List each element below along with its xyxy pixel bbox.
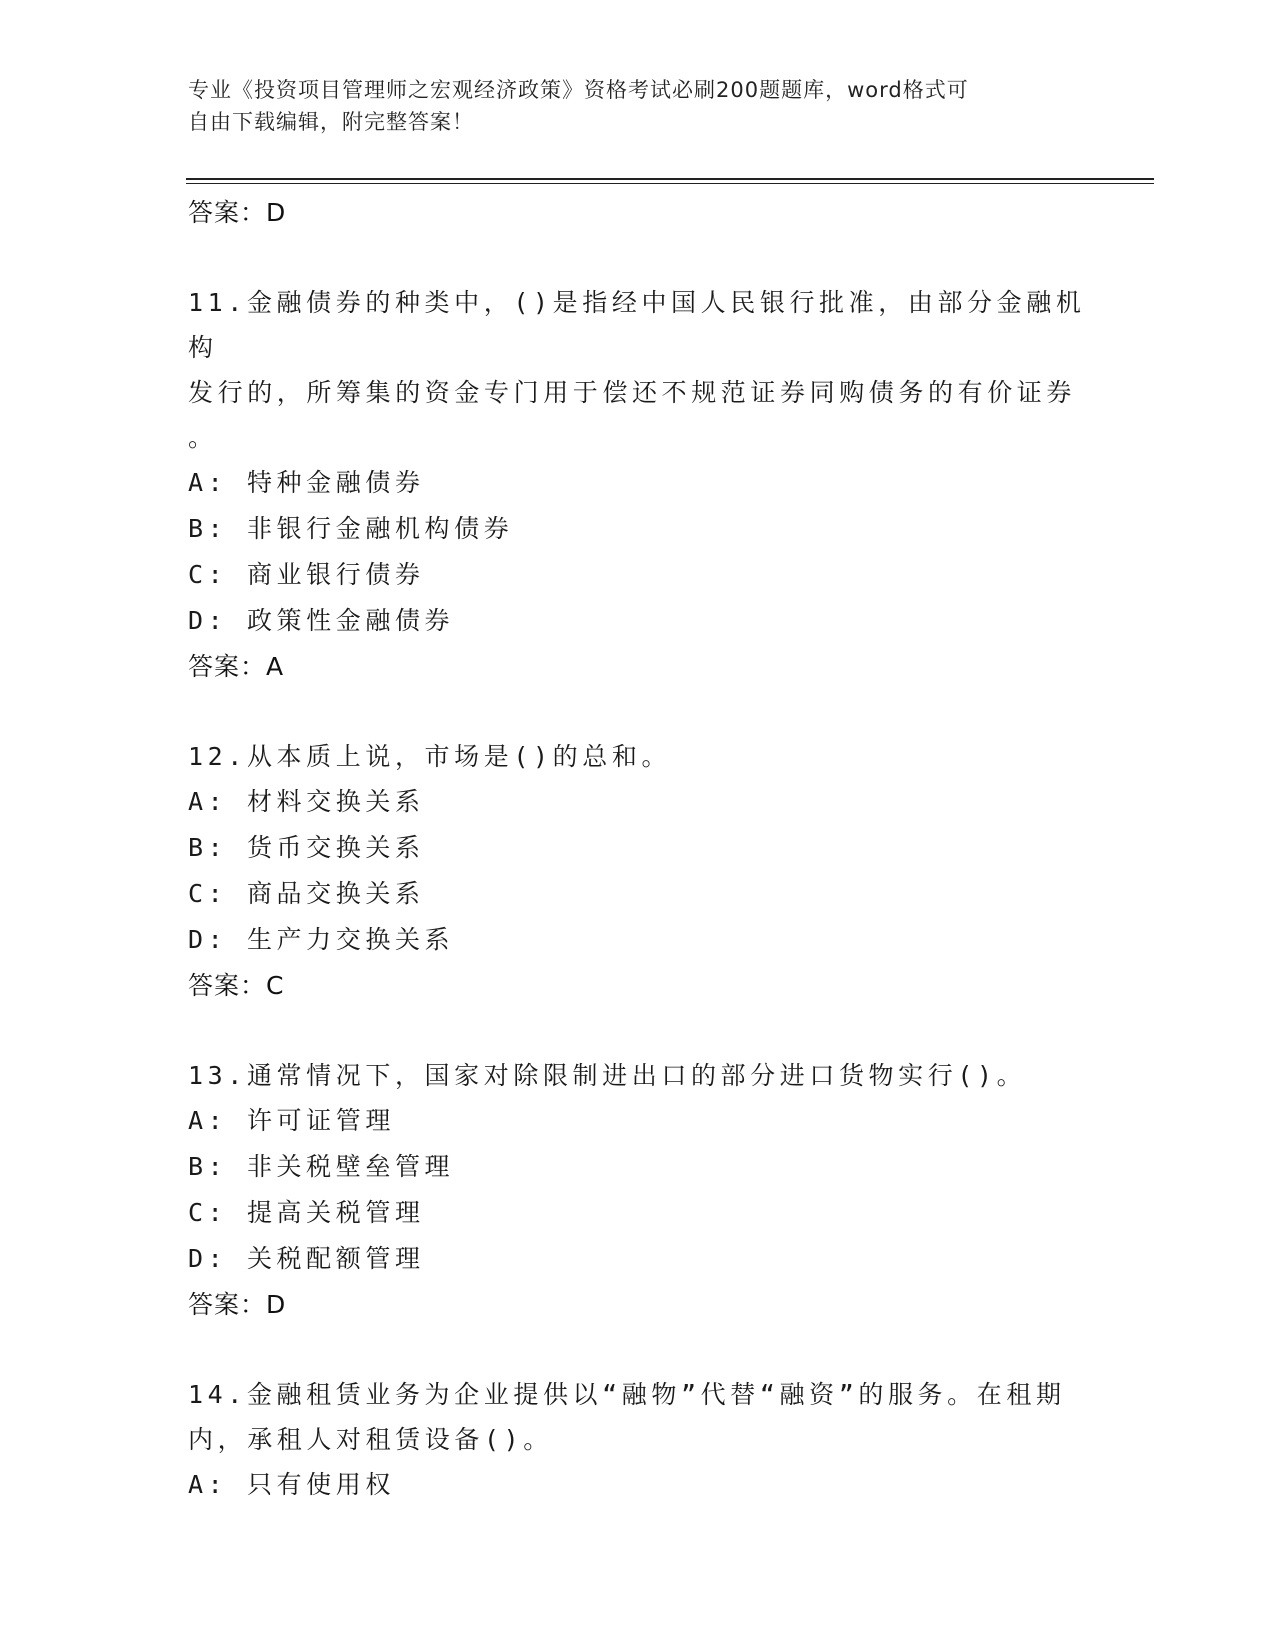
previous-answer: 答案：D xyxy=(188,198,287,227)
header-divider-thin xyxy=(186,183,1154,184)
question-stem-line: 13.通常情况下，国家对除限制进出口的部分进口货物实行()。 xyxy=(188,1061,1027,1090)
option-c: C: 提高关税管理 xyxy=(188,1198,425,1227)
option-a: A: 材料交换关系 xyxy=(188,787,425,816)
question-13 xyxy=(188,1053,1088,1328)
question-stem-line: 内，承租人对租赁设备()。 xyxy=(188,1425,553,1454)
question-12 xyxy=(188,734,1088,1009)
answer-line: 答案：D xyxy=(188,1290,287,1319)
question-14 xyxy=(188,1372,1088,1508)
question-stem-line: 11.金融债券的种类中，()是指经中国人民银行批准，由部分金融机构 xyxy=(188,288,1086,362)
question-11 xyxy=(188,280,1088,690)
option-c: C: 商业银行债券 xyxy=(188,560,425,589)
option-a: A: 许可证管理 xyxy=(188,1106,395,1135)
question-stem-line: 。 xyxy=(188,423,218,452)
header-line-2: 自由下载编辑，附完整答案！ xyxy=(188,110,474,134)
document-body xyxy=(188,190,1088,1508)
option-b: B: 货币交换关系 xyxy=(188,833,425,862)
option-d: D: 政策性金融债券 xyxy=(188,606,455,635)
header-divider-thick xyxy=(186,178,1154,180)
header-line-1: 专业《投资项目管理师之宏观经济政策》资格考试必刷200题题库，word格式可 xyxy=(188,78,969,102)
option-d: D: 关税配额管理 xyxy=(188,1244,425,1273)
option-a: A: 只有使用权 xyxy=(188,1470,395,1499)
question-stem-line: 发行的，所筹集的资金专门用于偿还不规范证券同购债务的有价证券 xyxy=(188,378,1077,407)
answer-line: 答案：C xyxy=(188,971,285,1000)
question-stem-line: 14.金融租赁业务为企业提供以“融物”代替“融资”的服务。在租期 xyxy=(188,1380,1066,1409)
option-d: D: 生产力交换关系 xyxy=(188,925,455,954)
option-c: C: 商品交换关系 xyxy=(188,879,425,908)
question-stem-line: 12.从本质上说，市场是()的总和。 xyxy=(188,742,672,771)
option-a: A: 特种金融债券 xyxy=(188,468,425,497)
answer-line: 答案：A xyxy=(188,652,285,681)
option-b: B: 非关税壁垒管理 xyxy=(188,1152,455,1181)
option-b: B: 非银行金融机构债券 xyxy=(188,514,514,543)
document-header xyxy=(188,74,1088,138)
